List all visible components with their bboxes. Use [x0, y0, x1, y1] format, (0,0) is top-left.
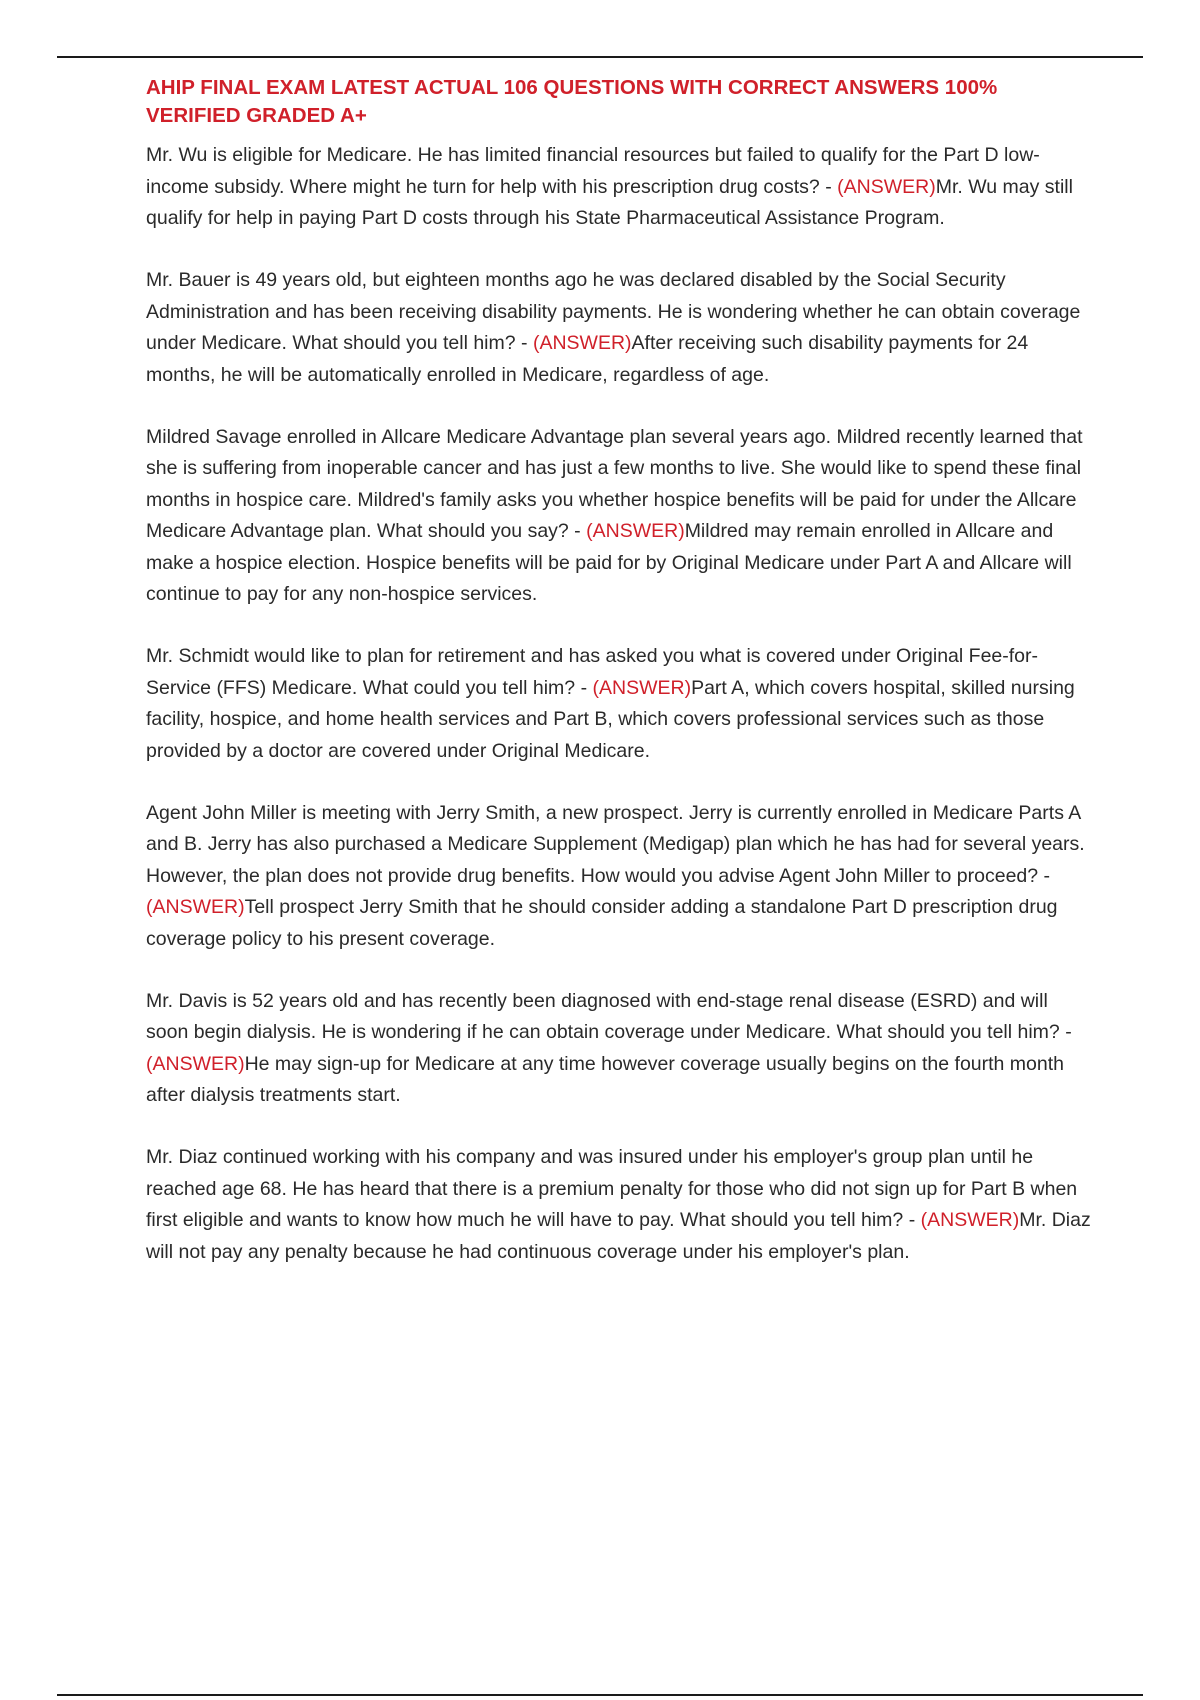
answer-text: Part A, which covers hospital, skilled nursing facility, hospice, and home health services and Part B, which covers professional services such as those provided by a doctor are covered under Original Medicare. [146, 676, 1075, 762]
question-text: Mr. Davis is 52 years old and has recently been diagnosed with end-stage renal disease (ESRD) and will soon begin dialysis. He is wondering if he can obtain coverage under Medicare. What should you tell him? [146, 989, 1060, 1043]
separator: - [515, 332, 533, 354]
answer-text: Mr. Wu may still qualify for help in paying Part D costs through his State Pharmaceutical Assistance Program. [146, 175, 1073, 229]
answer-text: Mr. Diaz will not pay any penalty because he had continuous coverage under his employer's plan. [146, 1209, 1091, 1263]
separator: - [1059, 1021, 1072, 1043]
question-text: Mr. Bauer is 49 years old, but eighteen months ago he was declared disabled by the Social Security Administration and has been receiving disability payments. He is wondering whether he can obtain coverage under Medicare. What should you tell him? [146, 269, 1081, 354]
answer-text: Mildred may remain enrolled in Allcare and make a hospice election. Hospice benefits will be paid for by Original Medicare under Part A and Allcare will continue to pay for any non-hospice services. [146, 520, 1072, 605]
separator: - [819, 175, 838, 198]
document-body [146, 74, 1092, 1299]
qa-item [146, 140, 1092, 235]
document-title: AHIP FINAL EXAM LATEST ACTUAL 106 QUESTIONS WITH CORRECT ANSWERS 100% VERIFIED GRADED A+ [146, 76, 998, 127]
question-text: Mr. Wu is eligible for Medicare. He has limited financial resources but failed to qualify for the Part D low-income subsidy. Where might he turn for help with his prescription drug costs? [146, 144, 1040, 198]
question-text: Mildred Savage enrolled in Allcare Medicare Advantage plan several years ago. Mildred recently learned that she is suffering from inoperable cancer and has just a few months to live. She would like to spend these final months in hospice care. Mildred's family asks you whether hospice benefits will be paid for under the Allcare Medicare Advantage plan. What should you say? [146, 425, 1083, 542]
answer-tag: (ANSWER) [532, 332, 632, 354]
question-text: Mr. Schmidt would like to plan for retirement and has asked you what is covered under Original Fee-for-Service (FFS) Medicare. What could you tell him? [146, 645, 1039, 699]
answer-tag: (ANSWER) [586, 520, 685, 542]
qa-item [146, 798, 1092, 956]
separator: - [575, 676, 593, 699]
qa-item [146, 1142, 1092, 1268]
answer-text: Tell prospect Jerry Smith that he should consider adding a standalone Part D prescription drug coverage policy to his present coverage. [146, 896, 1058, 950]
qa-item [146, 265, 1092, 391]
answer-tag: (ANSWER) [146, 1052, 245, 1075]
separator: - [1038, 864, 1051, 887]
top-rule [57, 56, 1143, 58]
qa-list [146, 140, 1092, 1268]
qa-item [146, 422, 1092, 611]
separator: - [903, 1209, 921, 1231]
qa-item [146, 986, 1092, 1112]
question-text: Mr. Diaz continued working with his company and was insured under his employer's group plan until he reached age 68. He has heard that there is a premium penalty for those who did not sign up for Part B when first eligible and wants to know how much he will have to pay. What should you tell him? [146, 1146, 1078, 1231]
bottom-rule [57, 1694, 1143, 1696]
answer-tag: (ANSWER) [920, 1209, 1020, 1231]
answer-tag: (ANSWER) [592, 676, 692, 699]
separator: - [568, 520, 587, 542]
question-text: Agent John Miller is meeting with Jerry Smith, a new prospect. Jerry is currently enrolled in Medicare Parts A and B. Jerry has also purchased a Medicare Supplement (Medigap) plan which he has had for several years. However, the plan does not provide drug benefits. How would you advise Agent John Miller to proceed? [146, 801, 1085, 887]
qa-item [146, 641, 1092, 767]
answer-tag: (ANSWER) [837, 175, 936, 198]
answer-text: After receiving such disability payments for 24 months, he will be automatically enrolled in Medicare, regardless of age. [146, 332, 1029, 386]
answer-text: He may sign-up for Medicare at any time however coverage usually begins on the fourth month after dialysis treatments start. [146, 1052, 1065, 1106]
answer-tag: (ANSWER) [146, 896, 245, 918]
